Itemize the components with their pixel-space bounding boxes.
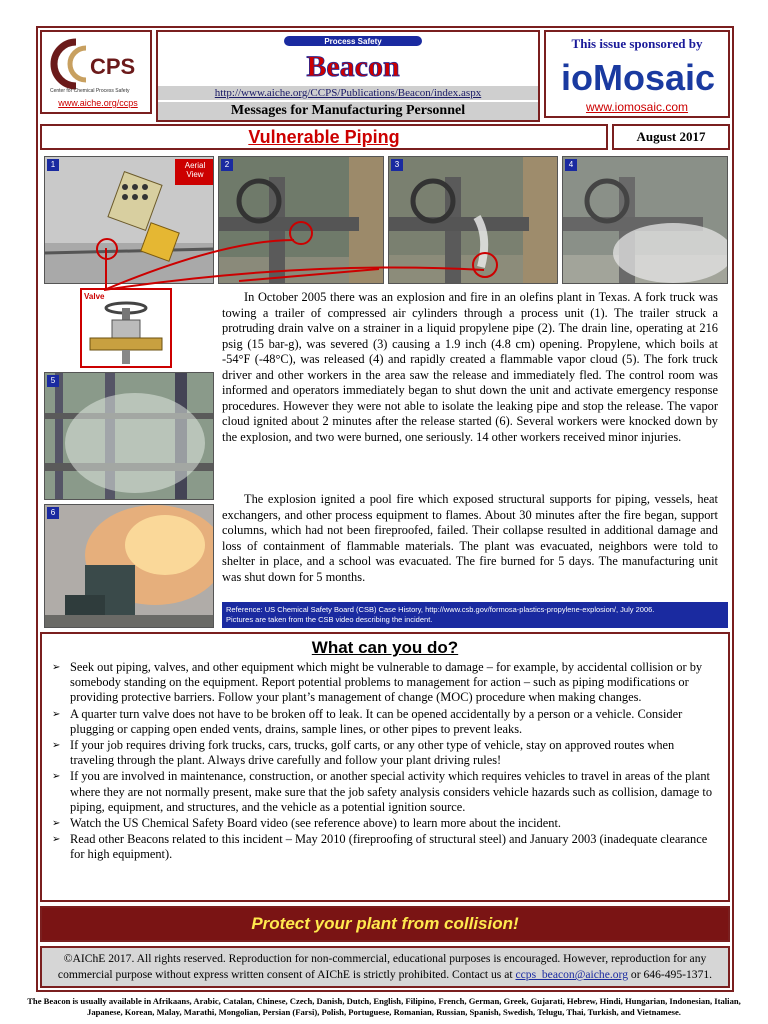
svg-text:CPS: CPS bbox=[90, 54, 136, 79]
copyright-box bbox=[40, 946, 730, 988]
sponsor-brand: ioMosaic bbox=[560, 57, 716, 98]
aerial-label-line2: View bbox=[186, 170, 204, 179]
page-title: Vulnerable Piping bbox=[248, 127, 400, 147]
photo-number: 2 bbox=[221, 159, 233, 171]
phone-prefix: or bbox=[630, 968, 641, 981]
list-item: ➢ If you are involved in maintenance, construction, or another special activity which requires vehicles to travel in areas of the plant where they are not normally present, make sure that the job safety analysis considers vehicle hazards such as collision, damage to piping, equipment, and structures, and the vehicle as a potential ignition source. bbox=[52, 769, 720, 815]
valve-label: Valve bbox=[84, 292, 105, 301]
contact-phone: 646-495-1371. bbox=[643, 968, 713, 981]
beacon-brand-top: Process Safety bbox=[324, 37, 382, 46]
reference-line-1[interactable]: Reference: US Chemical Safety Board (CSB) Case History, http://www.csb.gov/formosa-plastics-propylene-explosion/, July 2006. bbox=[226, 605, 655, 614]
sponsor-label: This issue sponsored by bbox=[571, 36, 703, 51]
contact-email-link[interactable]: ccps_beacon@aiche.org bbox=[515, 968, 628, 981]
ccps-logo-box bbox=[40, 30, 152, 114]
slogan-banner bbox=[40, 906, 730, 942]
sponsor-box bbox=[544, 30, 730, 118]
photo-6-fire bbox=[44, 504, 214, 628]
story-text-2: The explosion ignited a pool fire which exposed structural supports for piping, vessels, heat exchangers, and other process equipment to flames. About 30 minutes after the fire began, support columns, which had not been fireproofed, failed. Their collapse resulted in additional damage and loss of containment of flammable materials. The plant was evacuated, neighbors were told to shelter in place, and a school was evacuated. The fire burned for 5 days. The manufacturing unit was shut down for 5 months. bbox=[222, 492, 718, 584]
aerial-view-label bbox=[177, 161, 213, 179]
languages-note: The Beacon is usually available in Afrikaans, Arabic, Catalan, Chinese, Czech, Danish, Dutch, English, Filipino, French, German, Greek, Gujarati, Hebrew, Hindi, Hungarian, Indonesian, Italian, Japanese, Korean, Malay, Marathi, Mongolian, Persian (Farsi), Polish, Portuguese, Romanian, Russian, Spanish, Swedish, Telugu, Thai, Turkish, and Vietnamese. bbox=[27, 996, 741, 1017]
story-text-1: In October 2005 there was an explosion and fire in an olefins plant in Texas. A fork truck was towing a trailer of compressed air cylinders through a process unit (1). The trailer struck a protruding drain valve on a strainer in a liquid propylene pipe (2). The drain line, operating at 216 psig (15 bar-g), was severed (3) causing a 1.9 inch (4.8 cm) opening. Propylene, which boils at -54°F (-48°C), was released (4) and rapidly created a flammable vapor cloud (5). The fork truck driver and other workers in the area saw the release and immediately fled. The control room was informed and operators immediately began to shut down the unit and activate emergency response procedures. However they were not able to isolate the leaking pipe and stop the release. The vapor cloud ignited about 2 minutes after the release started (6). Several workers were knocked down by the explosion, and two were burned, one seriously. 14 other workers received minor injuries. bbox=[222, 290, 718, 444]
ccps-url-link[interactable]: www.aiche.org/ccps bbox=[58, 98, 138, 108]
photo-number: 3 bbox=[391, 159, 403, 171]
aerial-label-line1: Aerial bbox=[184, 161, 206, 170]
photo-number: 1 bbox=[47, 159, 59, 171]
beacon-brand: Beacon bbox=[306, 50, 400, 83]
sponsor-url-link[interactable]: www.iomosaic.com bbox=[585, 100, 689, 114]
list-item: ➢ Watch the US Chemical Safety Board video (see reference above) to learn more about the incident. bbox=[52, 816, 720, 831]
story-paragraph-2 bbox=[222, 492, 718, 585]
beacon-logo bbox=[278, 34, 428, 84]
list-item: ➢ If your job requires driving fork trucks, cars, trucks, golf carts, or any other type of vehicle, stay on approved routes when traveling through the plant. Always drive carefully and follow your plant driving rules! bbox=[52, 738, 720, 768]
list-item: ➢ Seek out piping, valves, and other equipment which might be vulnerable to damage – for example, by accidental collision or by somebody standing on the equipment. Report potential problems to management for action – such as piping modifications or providing protective barriers. Follow your plant’s management of change (MOC) procedure when making changes. bbox=[52, 660, 720, 706]
copyright-text bbox=[50, 951, 720, 983]
photo-number: 6 bbox=[47, 507, 59, 519]
issue-date: August 2017 bbox=[636, 129, 706, 144]
photo-number: 5 bbox=[47, 375, 59, 387]
iomosaic-logo bbox=[552, 54, 724, 98]
slogan-text: Protect your plant from collision! bbox=[251, 914, 519, 933]
copyright-body: ©AIChE 2017. All rights reserved. Reproduction for non-commercial, educational purposes is encouraged. However, reproduction for any commercial purpose without express written consent of AIChE is strictly prohibited. Contact us at bbox=[57, 952, 707, 981]
date-box bbox=[612, 124, 730, 150]
list-item: ➢ A quarter turn valve does not have to be broken off to leak. It can be opened accidentally by a person or a vehicle. Consider plugging or capping open ended vents, drains, sample lines, or other pipes to prevent leaks. bbox=[52, 707, 720, 737]
beacon-subtitle: Messages for Manufacturing Personnel bbox=[158, 102, 538, 120]
beacon-url-link[interactable]: http://www.aiche.org/CCPS/Publications/Beacon/index.aspx bbox=[158, 86, 538, 100]
svg-text:Center for Chemical Process Sa: Center for Chemical Process Safety bbox=[50, 88, 130, 94]
reference-box bbox=[222, 602, 728, 628]
action-list bbox=[52, 660, 720, 864]
photo-4-release bbox=[562, 156, 728, 284]
story-paragraph-1 bbox=[222, 290, 718, 445]
beacon-header bbox=[156, 30, 540, 122]
section-heading: What can you do? bbox=[311, 638, 459, 657]
photo-number: 4 bbox=[565, 159, 577, 171]
photo-5-vapor-cloud bbox=[44, 372, 214, 500]
title-box bbox=[40, 124, 608, 150]
reference-line-2: Pictures are taken from the CSB video describing the incident. bbox=[226, 615, 433, 624]
list-item: ➢ Read other Beacons related to this incident – May 2010 (fireproofing of structural steel) and January 2003 (inadequate clearance for high equipment). bbox=[52, 832, 720, 862]
what-can-you-do-section bbox=[40, 632, 730, 902]
ccps-logo bbox=[46, 34, 150, 96]
